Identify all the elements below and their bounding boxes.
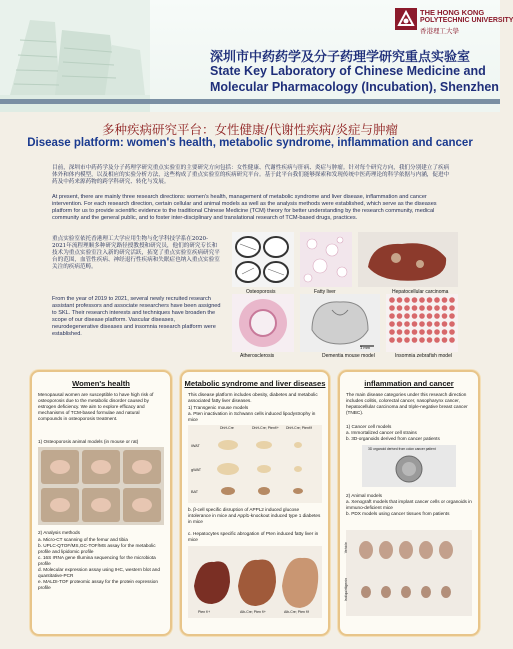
well-plate-well	[389, 329, 395, 335]
row-label: iWAT	[191, 444, 200, 448]
well-plate-well	[434, 321, 440, 327]
well-plate-well	[449, 329, 455, 335]
panel-title-cancer: inflammation and cancer	[364, 379, 454, 388]
university-name-en-2: POLYTECHNIC UNIVERSITY	[420, 17, 513, 24]
col-label: DhH-Cre; Ptenf/+	[252, 426, 279, 430]
university-name-cn: 香港理工大學	[420, 28, 459, 35]
well-plate-well	[397, 321, 403, 327]
well-plate-well	[397, 305, 403, 311]
liver-label: Alb-Cre; Pten f/f	[284, 610, 309, 614]
well-plate-well	[442, 313, 448, 319]
method-item: c. 16S rRNA gene Illumina sequencing for the microbiota profile	[38, 555, 156, 566]
method-item: d. Molecular expression assay using IHC, western blot and quantitative-PCR	[38, 567, 160, 578]
well-plate-well	[389, 305, 395, 311]
intro-paragraph-en: At present, there are mainly three research directions: women's health, management of metabolic syndrome and liver disease, inflammation and cancer intervention. For each research direction, certain cellular and animal models as well as the analysis methods were established, which serve as the diseases platform for us to provide scientific evidence to the traditional Chinese Medicine (TCM) theory for better understanding by the research community, medical community and the general public, and to foster inter-disciplinary and translational research of TCM-based drugs, practices.	[52, 194, 437, 221]
well-plate-well	[442, 321, 448, 327]
well-plate-well	[419, 329, 425, 335]
poster-title-en: Disease platform: women's health, metabolic syndrome, inflammation and cancer	[27, 137, 473, 149]
panel1-methods-list	[38, 537, 164, 591]
panel3-body: The main disease categories under this research direction includes colitis, colorectal cancer, nasopharynx cancer, hepatocellular carcinoma and triple-negative breast cancer (TNBC).	[346, 392, 468, 415]
row-label-treatment: Isoliquiritigenin	[344, 578, 348, 602]
well-plate-well	[397, 313, 403, 319]
panel-womens-health	[30, 370, 172, 636]
lab-name-en-line1: State Key Laboratory of Chinese Medicine and	[210, 64, 486, 78]
intro-paragraph-cn: 目前，深圳市中药药学及分子药理学研究重点实验室的主要研究方向包括：女性健康、代谢性疾病与肝病、炎症与肿瘤。针对每个研究方向，我们分别建立了疾病体外和体内模型，以及相应的实验分析方法，这些构成了重点实验室的疾病研究平台。基于此平台我们能够探索和发现传统中医药理论的科学依据与内涵，促进中药及中药来源药物的跨学科研究、转化与发展。	[52, 165, 450, 185]
panel2-models-heading: 1) Transgenic mouse models	[188, 405, 249, 410]
poster-title-cn: 多种疾病研究平台：女性健康/代谢性疾病/炎症与肿瘤	[102, 122, 398, 137]
row-label-vehicle: Vehicle	[344, 542, 348, 554]
well-plate-well	[397, 337, 403, 343]
scale-bar-label: 1 mm	[360, 345, 370, 350]
col-label: DhH-Cre	[220, 426, 234, 430]
lab-name-en-line2: Molecular Pharmacology (Incubation), Shenzhen	[210, 80, 499, 94]
well-plate-well	[449, 313, 455, 319]
well-plate-well	[434, 313, 440, 319]
liver-label: Pten f/+	[198, 610, 211, 614]
well-plate-well	[427, 337, 433, 343]
rodent-surgery-photos	[38, 447, 164, 525]
panel-title-metabolic: Metabolic syndrome and liver diseases	[184, 379, 326, 388]
panel3-cell-heading: 1) Cancer cell models	[346, 424, 392, 429]
well-plate-well	[419, 313, 425, 319]
university-logo	[395, 6, 513, 36]
well-plate-well	[412, 297, 418, 303]
well-plate-well	[412, 321, 418, 327]
panel3-cell-item: b. 3D-organoids derived from cancer patients	[346, 436, 440, 441]
well-plate-well	[427, 305, 433, 311]
well-plate-well	[412, 329, 418, 335]
lab-name-cn: 深圳市中药药学及分子药理学研究重点实验室	[210, 49, 471, 64]
well-plate-well	[442, 329, 448, 335]
panel2-item-c: c. Hepatocytes specific abrogation of Pten induced fatty liver in mice	[188, 531, 319, 542]
adipose-tissue-photos	[188, 425, 322, 503]
panel-metabolic-liver	[180, 370, 330, 636]
well-plate-well	[442, 297, 448, 303]
well-plate-well	[412, 305, 418, 311]
well-plate-well	[389, 297, 395, 303]
panel-title-womens-health: Women's health	[72, 379, 130, 388]
xenograft-tumor-photos	[346, 530, 472, 616]
disease-model-figure-grid	[232, 232, 460, 360]
well-plate-well	[404, 329, 410, 335]
method-item: e. MALDI-TOF proteomic assay for the protein expression profile	[38, 579, 159, 590]
well-plate-well	[419, 321, 425, 327]
row-label: BAT	[191, 490, 199, 494]
well-plate-well	[419, 337, 425, 343]
panel3-cell-item: a. Immortalized cancer cell strains	[346, 430, 417, 435]
well-plate-well	[442, 305, 448, 311]
campus-building-illustration	[0, 0, 150, 112]
well-plate-well	[427, 297, 433, 303]
well-plate-well	[389, 321, 395, 327]
col-label: DhH-Cre; Ptenf/f	[286, 426, 312, 430]
well-plate-well	[397, 297, 403, 303]
caption-osteoporosis: Osteoporosis	[246, 289, 276, 295]
panel3-animal-heading: 2) Animal models	[346, 493, 382, 498]
well-plate-well	[389, 313, 395, 319]
organoid-caption: 3D organoid derived from colon cancer patient	[368, 447, 436, 451]
polyu-emblem-icon	[395, 8, 417, 30]
well-plate-well	[427, 313, 433, 319]
university-name-en-1: THE HONG KONG	[420, 8, 485, 17]
panel2-item-b: b. β-cell specific disruption of APPL2 induced glucose intolerance in mice and Appl1-knockout induced type 1 diabetes in mice	[188, 507, 321, 524]
caption-fatty-liver: Fatty liver	[314, 289, 336, 295]
well-plate-well	[404, 337, 410, 343]
panel1-methods-heading: 2) Analysis methods	[38, 530, 80, 535]
panel-inflammation-cancer	[338, 370, 480, 636]
well-plate-well	[434, 297, 440, 303]
well-plate-well	[449, 321, 455, 327]
header-divider	[0, 99, 500, 104]
history-paragraph-en: From the year of 2019 to 2021, several newly recruited research assistant professors and associate researchers have been assigned to SKL. Their research interests and techniques have broaden the scope of our disease platform. Vascular diseases, neurodegenerative diseases and insomnia research platform were established.	[52, 296, 221, 337]
well-plate-well	[427, 329, 433, 335]
well-plate-well	[434, 337, 440, 343]
well-plate-well	[389, 337, 395, 343]
well-plate-well	[449, 297, 455, 303]
liver-label: Alb-Cre; Pten f/+	[240, 610, 266, 614]
organoid-photo	[362, 445, 456, 487]
header-banner	[0, 0, 513, 112]
panel2-item-a: a. Pten inactivation in Schwann cells induced lipodystrophy in mice	[188, 411, 316, 422]
caption-zebrafish: Insomnia zebrafish model	[395, 353, 452, 359]
well-plate-well	[419, 297, 425, 303]
well-plate-well	[404, 305, 410, 311]
method-item: a. Micro-CT scanning of the femur and tibia	[38, 537, 128, 542]
well-plate-well	[434, 305, 440, 311]
panel1-models-heading: 1) Osteoporosis animal models (in mouse or rat)	[38, 439, 139, 444]
well-plate-well	[404, 297, 410, 303]
well-plate-well	[404, 313, 410, 319]
well-plate-well	[404, 321, 410, 327]
panel1-body: Menopausal women are susceptible to have high risk of osteoporosis due to the metabolic disorder caused by estrogen deficiency. We aim to explore efficacy and mechanisms of TCM-based formulae and natural compounds in osteoporosis treatment.	[38, 392, 154, 421]
well-plate-well	[419, 305, 425, 311]
panel3-animal-item: b. PDX models using cancer tissues from patients	[346, 511, 450, 516]
well-plate-well	[449, 337, 455, 343]
caption-atherosclerosis: Atherosclerosis	[240, 353, 275, 359]
caption-hcc: Hepatocellular carcinoma	[392, 289, 449, 295]
row-label: gWAT	[191, 468, 202, 472]
well-plate-well	[412, 337, 418, 343]
panel3-animal-item: a. Xenograft models that implant cancer cells or organoids in immuno-deficient mice	[346, 499, 472, 510]
well-plate-well	[427, 321, 433, 327]
well-plate-well	[442, 337, 448, 343]
method-item: b. UPLC-QTOF/MS,GC-TOF/MS assay for the metabolic profile and lipidomic profile	[38, 543, 156, 554]
well-plate-well	[397, 329, 403, 335]
well-plate-well	[434, 329, 440, 335]
panel2-body: This disease platform includes obesity, diabetes and metabolic associated fatty liver diseases.	[188, 392, 318, 403]
well-plate-well	[449, 305, 455, 311]
liver-photos	[188, 546, 322, 618]
history-paragraph-cn: 重点实验室依托香港理工大学应用生物与化学科技学系在2020-2021年流程理顺多种研究路径授教授和研究员，他们的研究专长和技术为重点实验室注入新的研究活跃，拓宽了重点实验室疾病研究平台的范围，血管性疾病、神经退行性疾病和失眠症也纳入重点实验室关注的疾病范畴。	[52, 236, 220, 270]
caption-dementia: Dementia mouse model	[322, 353, 375, 359]
well-plate-well	[412, 313, 418, 319]
